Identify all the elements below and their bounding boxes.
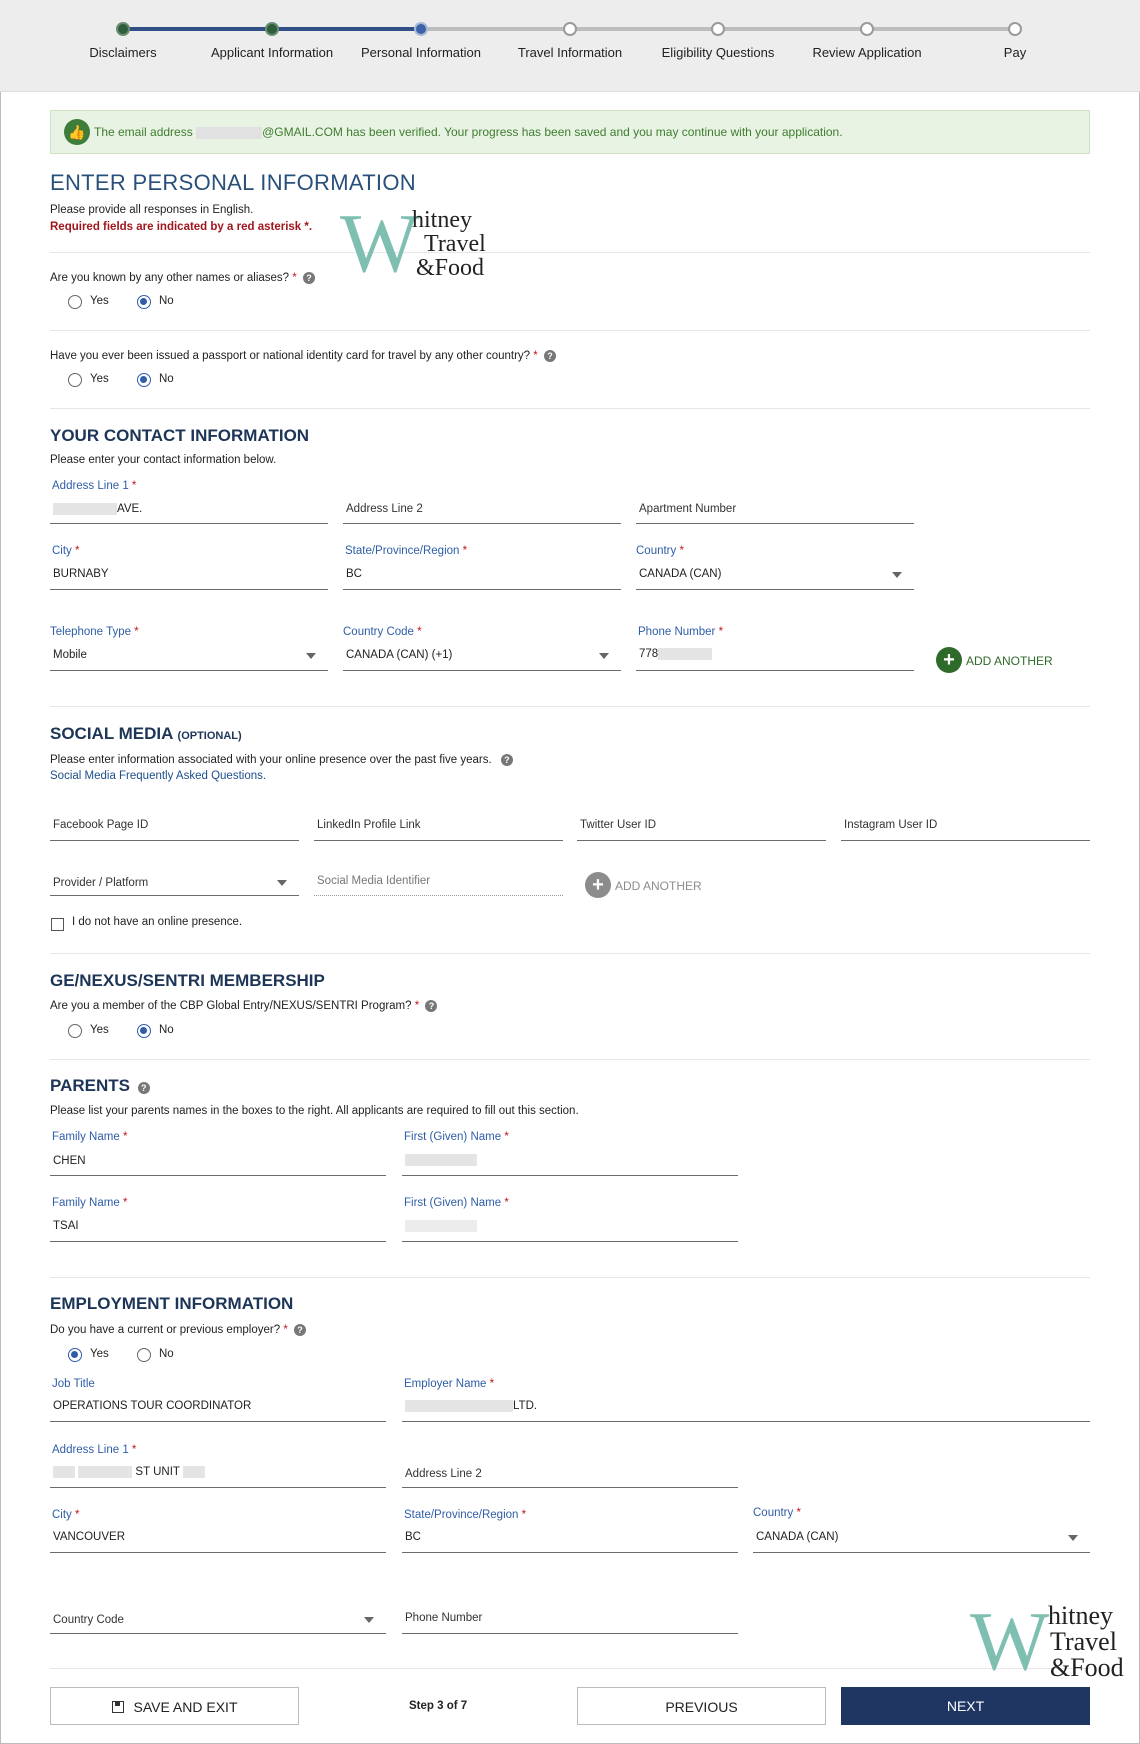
divider [50,252,1090,253]
divider [50,1668,1090,1669]
parent1-family-label: Family Name * [52,1131,128,1143]
step-label: Applicant Information [210,45,334,60]
previous-button[interactable]: PREVIOUS [577,1687,826,1725]
telephone-type-select[interactable]: Mobile [50,641,328,671]
employer-address1-label: Address Line 1 * [52,1444,137,1456]
step-label: Review Application [812,45,922,60]
redacted-text [405,1220,477,1232]
divider [50,330,1090,331]
step-pending-icon [860,22,874,36]
country-code-label: Country Code * [343,626,422,638]
employer-state-input[interactable]: BC [402,1524,738,1553]
address1-input[interactable]: AVE. [50,495,328,524]
step-label: Personal Information [361,45,481,60]
employer-city-input[interactable]: VANCOUVER [50,1524,386,1553]
radio-circle-selected [137,1024,151,1038]
ge-section-title: GE/NEXUS/SENTRI MEMBERSHIP [50,971,325,990]
parent1-given-label: First (Given) Name * [404,1131,509,1143]
employer-phone-input[interactable]: Phone Number [402,1605,738,1634]
radio-circle [68,295,82,309]
employer-country-label: Country * [753,1507,801,1519]
step-label: Pay [1003,45,1027,60]
employer-name-input[interactable]: LTD. [402,1393,1090,1422]
chevron-down-icon [277,880,287,886]
progress-stepper [0,0,1140,92]
step-pending-icon [711,22,725,36]
employer-state-label: State/Province/Region * [404,1509,527,1521]
job-title-label: Job Title [52,1378,95,1390]
next-button[interactable]: NEXT [841,1687,1090,1725]
email-verified-banner [50,110,1090,154]
divider [50,1059,1090,1060]
step-current-icon [414,22,428,36]
page-title: ENTER PERSONAL INFORMATION [50,170,416,195]
country-label: Country * [636,545,684,557]
radio-circle-selected [68,1348,82,1362]
social-section-title: SOCIAL MEDIA (OPTIONAL) [50,724,242,743]
employment-section-title: EMPLOYMENT INFORMATION [50,1294,294,1313]
step-pending-icon [563,22,577,36]
employer-address1-input[interactable]: ST UNIT [50,1459,386,1488]
step-pending-icon [1008,22,1022,36]
aliases-question: Are you known by any other names or aliases? * ? [50,272,315,284]
radio-circle [68,1024,82,1038]
no-online-presence-checkbox[interactable] [51,918,64,931]
redacted-text [658,648,712,660]
parent2-family-label: Family Name * [52,1197,128,1209]
add-another-social-button[interactable]: + ADD ANOTHER [585,872,705,898]
provider-platform-select[interactable]: Provider / Platform [50,868,299,896]
thumbs-up-icon: 👍 [64,119,90,145]
phone-number-input[interactable]: 778 [636,641,914,671]
step-complete-icon [116,22,130,36]
redacted-text [78,1466,132,1478]
step-label: Travel Information [517,45,623,60]
employer-country-select[interactable]: CANADA (CAN) [753,1524,1090,1553]
step-label: Eligibility Questions [661,45,775,60]
parents-section-title: PARENTS ? [50,1076,150,1096]
social-note: Please enter information associated with your online presence over the past five years. ? [50,754,513,766]
passport-question: Have you ever been issued a passport or national identity card for travel by any other country? * ? [50,350,556,362]
chevron-down-icon [364,1617,374,1623]
redacted-text [53,1466,75,1478]
radio-circle-selected [137,373,151,387]
required-note: Required fields are indicated by a red asterisk *. [50,221,313,233]
twitter-input[interactable]: Twitter User ID [577,812,826,841]
radio-circle [68,373,82,387]
plus-circle-icon: + [936,647,962,673]
facebook-input[interactable]: Facebook Page ID [50,812,299,841]
redacted-text [53,503,117,515]
help-icon[interactable]: ? [544,350,556,362]
help-icon[interactable]: ? [501,754,513,766]
address1-label: Address Line 1 * [52,480,137,492]
employer-question: Do you have a current or previous employer? * ? [50,1324,306,1336]
apartment-number-input[interactable]: Apartment Number [636,495,914,524]
state-input[interactable]: BC [343,560,621,590]
country-code-select[interactable]: CANADA (CAN) (+1) [343,641,621,671]
parent1-family-input[interactable]: CHEN [50,1146,386,1176]
help-icon[interactable]: ? [138,1082,150,1094]
city-label: City * [52,545,80,557]
chevron-down-icon [1068,1535,1078,1541]
divider [50,408,1090,409]
step-counter: Step 3 of 7 [409,1700,468,1712]
redacted-email [196,127,262,139]
social-faq-link[interactable]: Social Media Frequently Asked Questions. [50,770,267,782]
redacted-text [183,1466,205,1478]
telephone-type-label: Telephone Type * [50,626,139,638]
parent2-family-input[interactable]: TSAI [50,1212,386,1242]
country-select[interactable]: CANADA (CAN) [636,560,914,590]
watermark-logo: W hitney Travel &Food [970,1595,1124,1688]
phone-number-label: Phone Number * [638,626,724,638]
contact-note: Please enter your contact information below. [50,454,277,466]
instagram-input[interactable]: Instagram User ID [841,812,1090,841]
radio-circle [137,1348,151,1362]
job-title-input[interactable]: OPERATIONS TOUR COORDINATOR [50,1393,386,1422]
parent2-given-label: First (Given) Name * [404,1197,509,1209]
contact-section-title: YOUR CONTACT INFORMATION [50,426,310,445]
banner-text: The email address @GMAIL.COM has been verified. Your progress has been saved and you may continue with your application. [94,125,843,139]
help-icon[interactable]: ? [294,1324,306,1336]
plus-circle-icon: + [585,872,611,898]
step-complete-icon [265,22,279,36]
redacted-text [405,1400,513,1412]
step-label: Disclaimers [89,45,157,60]
state-label: State/Province/Region * [345,545,468,557]
employer-city-label: City * [52,1509,80,1521]
parent2-given-input[interactable] [402,1212,738,1242]
linkedin-input[interactable]: LinkedIn Profile Link [314,812,563,841]
employer-country-code-select[interactable]: Country Code [50,1605,386,1634]
divider [50,953,1090,954]
help-icon[interactable]: ? [425,1000,437,1012]
social-identifier-input[interactable]: Social Media Identifier [314,868,563,896]
add-another-phone-button[interactable]: + ADD ANOTHER [936,647,1066,673]
redacted-text [405,1154,477,1166]
parent1-given-input[interactable] [402,1146,738,1176]
save-and-exit-button[interactable]: SAVE AND EXIT [50,1687,299,1725]
chevron-down-icon [599,653,609,659]
chevron-down-icon [306,653,316,659]
divider [50,706,1090,707]
help-icon[interactable]: ? [303,272,315,284]
address2-input[interactable]: Address Line 2 [343,495,621,524]
employer-address2-input[interactable]: Address Line 2 [402,1459,738,1488]
employer-name-label: Employer Name * [404,1378,495,1390]
english-note: Please provide all responses in English. [50,204,254,216]
ge-question: Are you a member of the CBP Global Entry/NEXUS/SENTRI Program? * ? [50,1000,437,1012]
parents-note: Please list your parents names in the boxes to the right. All applicants are required to fill out this section. [50,1105,579,1117]
city-input[interactable]: BURNABY [50,560,328,590]
divider [50,1277,1090,1278]
floppy-disk-icon [112,1701,124,1713]
chevron-down-icon [892,572,902,578]
no-online-presence-label: I do not have an online presence. [72,916,243,928]
radio-circle-selected [137,295,151,309]
watermark-logo: W hitney Travel &Food [340,197,486,290]
